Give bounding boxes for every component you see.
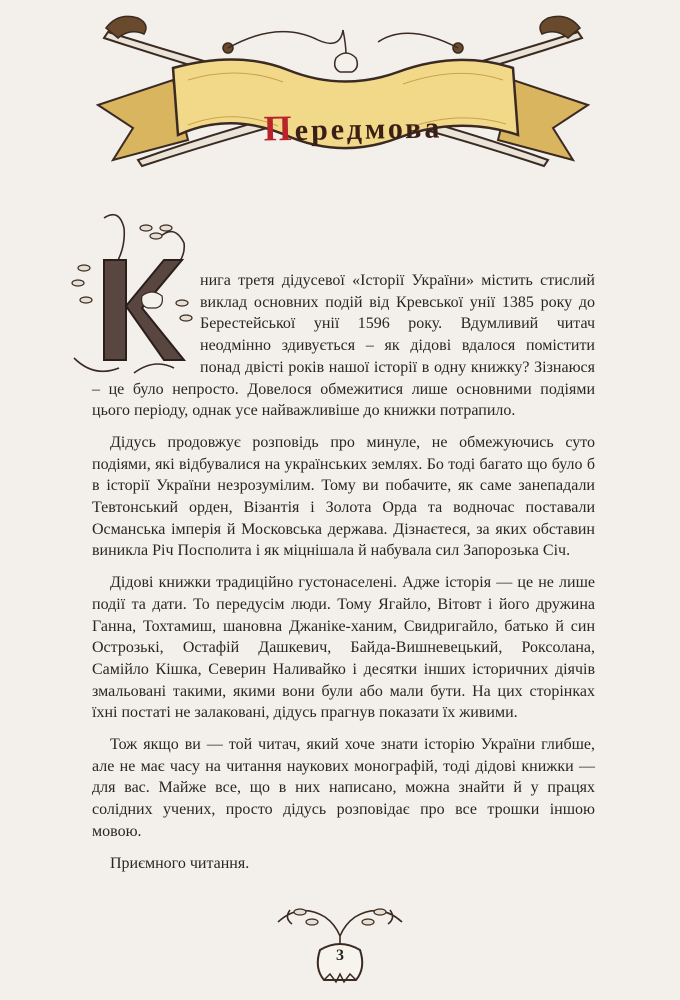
paragraph-1-text: нига третя дідусевої «Історії України» містить стислий виклад основних подій від Кревської унії 1385 року до Берестейської унії 1596 року. Вдумливий читач неодмінно здивується – як дідові вдалося помістити понад двісті років нашої історії в одну книжку? Зізнаюся – це було непросто. Довелося обмежитися лише основними подіями цього періоду, однак усе найважливіше до книжки потрапило. xyxy=(92,272,595,420)
paragraph-2: Дідусь продовжує розповідь про минуле, не обмежуючись суто подіями, які відбувалися на українських землях. Бо тоді багато що було б в історії України незрозумілим. Тому ви побачите, як саме занепадали Тевтонський орден, Візантія і Золота Орда та водночас поставали Османська імперія й Московська держава. Дізнаєтеся, за яких обставин виникла Річ Посполита і як міцнішала й набувала сил Запорозька Січ. xyxy=(92,433,595,560)
paragraph-1 xyxy=(92,270,595,422)
paragraph-5: Приємного читання. xyxy=(110,854,250,872)
title-initial: П xyxy=(263,108,296,149)
crossed-sabers-icon xyxy=(78,10,608,175)
paragraph-4: Тож якщо ви — той читач, який хоче знати історію України глибше, але не має часу на читання наукових монографій, тоді дідові книжки — для вас. Майже все, що в них написано, можна знайти й у працях солідних учених, просто дідусь розповідає про все трошки іншою мовою. xyxy=(92,736,595,840)
preface-text xyxy=(92,270,595,884)
page-title xyxy=(228,104,479,150)
footer-ornament xyxy=(270,902,410,987)
title-rest: ередмова xyxy=(294,111,443,148)
paragraph-3: Дідові книжки традиційно густонаселені. Адже історія — це не лише події та дати. То передусім люди. Тому Ягайло, Вітовт і його дружина Ганна, Тохтамиш, шановна Джаніке-ханим, Свидригайло, батько й син Острозькі, Остафій Дашкевич, Байда-Вишневецький, Роксолана, Самійло Кішка, Северин Наливайко і десятки інших історичних діячів змальовані такими, якими вони були або мали бути. На цих сторінках їхні постаті не залаковані, дідусь прагнув показати їх живими. xyxy=(92,574,595,722)
footer-flower-ornament-icon xyxy=(270,902,410,987)
page-number: 3 xyxy=(336,947,344,964)
chapter-banner xyxy=(78,10,608,175)
